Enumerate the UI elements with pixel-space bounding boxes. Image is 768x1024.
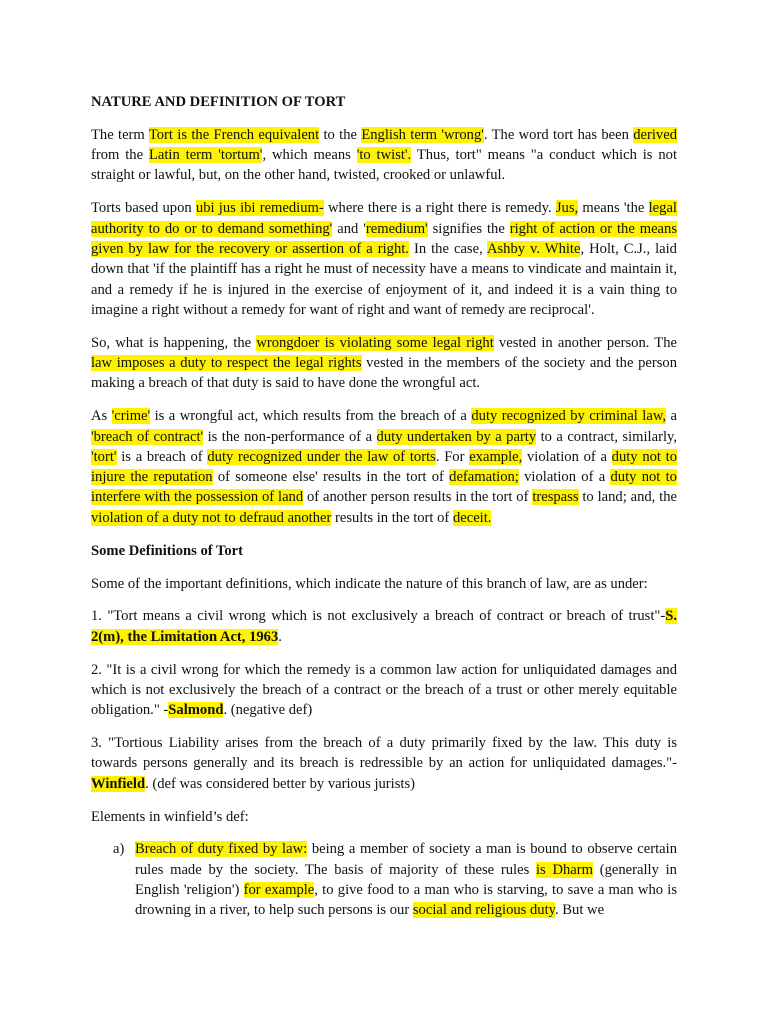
text-run: vested in another person. The	[493, 334, 677, 351]
text-run: of someone else' results in the tort of	[212, 469, 450, 486]
highlighted-text: 'breach of contract'	[91, 428, 204, 445]
text-run: 1. "Tort means a civil wrong which is not exclusively a breach of contract or breach of trust"-	[91, 608, 666, 625]
text-run: . (negative def)	[223, 702, 313, 719]
text-run: violation of a	[518, 469, 611, 486]
list-marker: a)	[113, 841, 125, 858]
text-run: being a member of society a man is bound to observe certain rules made by the society. The basis of majority of these rules	[135, 841, 678, 878]
highlighted-text: trespass	[532, 489, 579, 506]
highlighted-text: 'tort'	[91, 448, 117, 465]
text-run: . The word tort has been	[483, 126, 634, 143]
elements-list	[91, 839, 677, 920]
text-run: is a wrongful act, which results from the breach of a	[150, 408, 472, 425]
highlighted-text: example,	[469, 448, 523, 465]
text-run: . But we	[555, 902, 605, 919]
text-run: is the non-performance of a	[203, 428, 377, 445]
highlighted-bold-text: Salmond	[168, 702, 224, 719]
highlighted-text: wrongdoer is violating some legal right	[256, 334, 494, 351]
highlighted-text: legal authority to do or to demand something'	[91, 200, 677, 237]
definitions-intro: Some of the important definitions, which indicate the nature of this branch of law, are as under:	[91, 575, 648, 592]
text-run: violation of a	[522, 448, 612, 465]
text-run: a	[666, 408, 677, 425]
list-item-text	[135, 841, 677, 918]
highlighted-text: duty recognized by criminal law,	[471, 408, 667, 425]
text-run: Torts based upon	[91, 200, 196, 217]
text-run: 3. "Tortious Liability arises from the breach of a duty primarily fixed by the law. This duty is towards persons generally and its breach is redressible by an action for unliquidated damages."-	[91, 735, 677, 772]
text-run: (generally in English 'religion')	[135, 861, 677, 899]
highlighted-text: Tort is the French equivalent	[148, 126, 320, 143]
text-run: Thus, tort" means "a conduct which is not straight or lawful, but, on the other hand, twisted, crooked or unlawful.	[91, 147, 678, 184]
highlighted-bold-text: Winfield	[91, 775, 146, 792]
text-run: is a breach of	[116, 448, 208, 465]
definition-winfield	[91, 733, 677, 794]
text-run: to the	[319, 126, 362, 143]
list-item	[113, 839, 678, 920]
highlighted-text: duty not to injure the reputation	[91, 448, 678, 486]
definitions-subheading: Some Definitions of Tort	[91, 542, 244, 559]
highlighted-bold-text: S. 2(m), the Limitation Act, 1963	[91, 608, 677, 645]
highlighted-text: Jus,	[555, 200, 579, 217]
text-run: As	[91, 408, 112, 425]
text-run: .	[278, 628, 282, 645]
highlighted-text: social and religious duty	[412, 902, 555, 919]
paragraph-wrongdoer	[91, 333, 677, 394]
highlighted-text: ubi jus ibi remedium-	[195, 200, 324, 217]
highlighted-text: Breach of duty fixed by law:	[135, 841, 308, 858]
highlighted-text: is Dharm	[536, 861, 593, 878]
text-run: means 'the	[578, 200, 649, 217]
text-run: results in the tort of	[331, 509, 453, 526]
text-run: where there is a right there is remedy.	[323, 200, 556, 217]
document-page	[91, 92, 677, 921]
text-run: to land; and, the	[578, 489, 677, 506]
text-run: and '	[332, 220, 366, 237]
text-run: , Holt, C.J., laid down that 'if the plaintiff has a right he must of necessity have a means to vindicate and maintain it, and a remedy if he is injured in the exercise of enjoyment of it, and indeed it is a vain thing to imagine a right without a remedy for want of right and want of remedy are reciprocal'.	[91, 240, 677, 318]
text-run: . For	[435, 448, 470, 465]
text-run: , to give food to a man who is starving, to save a man who is drowning in a river, to help such persons is our	[135, 882, 678, 919]
highlighted-text: 'to twist'.	[356, 147, 412, 164]
text-run: In the case,	[408, 240, 487, 257]
highlighted-text: duty recognized under the law of torts	[207, 448, 436, 465]
paragraph-crime-contract-tort	[91, 406, 677, 528]
definition-limitation-act	[91, 606, 677, 647]
paragraph-ubi-jus	[91, 198, 677, 320]
highlighted-text: English term 'wrong'	[361, 126, 484, 143]
text-run: vested in the members of the society and the person making a breach of that duty is said to have done the wrongful act.	[91, 355, 678, 392]
text-run: signifies the	[427, 220, 510, 237]
highlighted-text: Latin term 'tortum'	[148, 147, 263, 164]
text-run: 2. "It is a civil wrong for which the remedy is a common law action for unliquidated damages and which is not exclusively the breach of a contract or the breach of a trust or other merely equitable obligation." -	[91, 661, 677, 719]
paragraph-etymology	[91, 125, 677, 186]
definition-salmond	[91, 660, 677, 721]
text-run: The term	[91, 126, 149, 143]
text-run: of another person results in the tort of	[303, 489, 533, 506]
document-heading: NATURE AND DEFINITION OF TORT	[91, 94, 346, 110]
text-run: to a contract, similarly,	[536, 428, 678, 445]
text-run: , which means	[262, 147, 357, 164]
highlighted-text: duty undertaken by a party	[376, 428, 537, 445]
highlighted-text: for example	[243, 882, 315, 899]
text-run: . (def was considered better by various jurists)	[145, 775, 415, 792]
highlighted-text: Ashby v. White	[486, 240, 581, 257]
highlighted-text: deceit.	[452, 509, 492, 526]
highlighted-text: law imposes a duty to respect the legal rights	[91, 355, 362, 372]
text-run: from the	[91, 147, 149, 164]
highlighted-text: 'crime'	[111, 408, 151, 425]
highlighted-text: remedium'	[365, 220, 428, 237]
text-run: So, what is happening, the	[91, 334, 257, 351]
highlighted-text: duty not to interfere with the possession of land	[91, 469, 677, 506]
highlighted-text: defamation;	[449, 469, 519, 486]
highlighted-text: right of action or the means given by law for the recovery or assertion of a right.	[91, 220, 678, 257]
elements-heading: Elements in winfield’s def:	[91, 808, 249, 825]
highlighted-text: derived	[633, 126, 677, 143]
highlighted-text: violation of a duty not to defraud another	[91, 509, 332, 526]
